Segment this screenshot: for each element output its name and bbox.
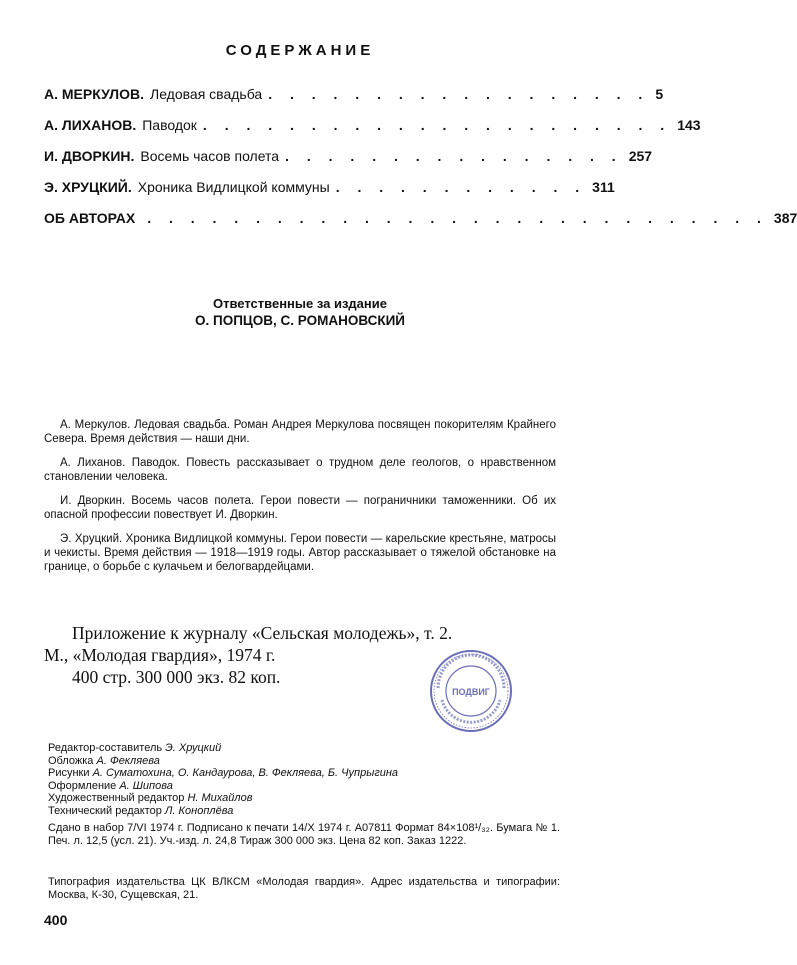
responsible-label: Ответственные за издание xyxy=(213,296,387,311)
printing-house: Типография издательства ЦК ВЛКСМ «Молодая гвардия». Адрес издательства и типографии: Москва, К-30, Сущевская, 21. xyxy=(48,876,560,901)
credit-role: Обложка xyxy=(48,754,94,767)
publisher-line: М., «Молодая гвардия», 1974 г. xyxy=(44,645,276,665)
credit-row xyxy=(48,780,558,793)
toc-page: 143 xyxy=(677,117,701,133)
toc-title: СОДЕРЖАНИЕ xyxy=(225,42,375,59)
toc-entry xyxy=(44,86,664,117)
toc-work: Восемь часов полета xyxy=(140,148,280,164)
credit-row xyxy=(48,742,558,755)
annotation-paragraph: Э. Хруцкий. Хроника Видлицкой коммуны. Герои повести — карельские крестьяне, матросы и чекисты. Время действия — 1918—1919 годы. Автор рассказывает о тяжелой обстановке на границе, о борьбе с кулачьем и белогвардейцами. xyxy=(44,533,556,573)
library-stamp-icon xyxy=(428,648,514,734)
toc-leader: . . . . . . . . . . . . . . . . . . . . . . xyxy=(202,117,672,133)
toc-author: А. ЛИХАНОВ. xyxy=(44,117,137,133)
appendix-line: Приложение к журналу «Сельская молодежь», т. 2. xyxy=(72,623,453,643)
toc-entry xyxy=(44,148,653,179)
toc-work: Паводок xyxy=(142,117,197,133)
credit-row xyxy=(48,792,558,805)
toc-entry xyxy=(44,117,701,148)
stamp-center-text: ПОДВИГ xyxy=(452,687,490,697)
toc-author: Э. ХРУЦКИЙ. xyxy=(44,179,132,195)
page-number: 400 xyxy=(44,912,68,928)
toc-entry xyxy=(44,210,797,241)
toc-work: Хроника Видлицкой коммуны xyxy=(137,179,330,195)
toc-page: 311 xyxy=(592,179,615,195)
credit-role: Художественный редактор xyxy=(48,792,185,804)
toc-page: 387 xyxy=(773,210,797,226)
imprint-details: Сдано в набор 7/VI 1974 г. Подписано к печати 14/X 1974 г. А07811 Формат 84×108¹/₃₂. Бумага № 1. Печ. л. 12,5 (усл. 21). Уч.-изд. л. 24,8 Тираж 300 000 экз. Цена 82 коп. Заказ 1222. xyxy=(48,822,560,847)
toc-author: И. ДВОРКИН. xyxy=(44,148,135,164)
credit-value: Л. Коноплёва xyxy=(164,804,234,817)
credit-role: Оформление xyxy=(48,779,117,792)
credit-row xyxy=(48,767,558,780)
credit-value: Н. Михайлов xyxy=(187,792,253,804)
credit-value: Э. Хруцкий xyxy=(165,742,222,754)
credit-row xyxy=(48,755,558,768)
toc-leader: . . . . . . . . . . . . . . . . . . xyxy=(268,86,650,102)
toc-page: 257 xyxy=(628,148,653,164)
toc-author: А. МЕРКУЛОВ. xyxy=(44,86,145,102)
credit-role: Рисунки xyxy=(48,767,90,779)
credit-value: А. Суматохина, О. Кандаурова, В. Фекляева, Б. Чупрыгина xyxy=(92,767,399,779)
credit-role: Технический редактор xyxy=(48,804,162,817)
responsible-names: О. ПОПЦОВ, С. РОМАНОВСКИЙ xyxy=(195,313,405,328)
credit-value: А. Фекляева xyxy=(96,754,160,767)
credit-row xyxy=(48,805,558,818)
toc-author: ОБ АВТОРАХ xyxy=(44,210,136,226)
toc-work: Ледовая свадьба xyxy=(150,86,263,102)
responsible-editors xyxy=(0,296,600,328)
toc-leader: . . . . . . . . . . . . . . . . xyxy=(285,148,623,164)
annotation-paragraph: И. Дворкин. Восемь часов полета. Герои повести — пограничники таможенники. Об их опасной профессии повествует И. Дворкин. xyxy=(44,495,556,521)
toc-entry xyxy=(44,179,615,210)
credit-role: Редактор-составитель xyxy=(48,742,163,754)
toc-page: 5 xyxy=(655,86,664,102)
credits xyxy=(48,742,558,817)
toc-leader: . . . . . . . . . . . . xyxy=(335,179,587,195)
table-of-contents xyxy=(44,86,797,241)
toc-leader: . . . . . . . . . . . . . . . . . . . . . . . . . . . . . xyxy=(147,210,768,226)
pages-print-run-price: 400 стр. 300 000 экз. 82 коп. xyxy=(72,667,281,687)
credit-value: А. Шипова xyxy=(119,779,173,792)
annotations xyxy=(44,418,556,584)
annotation-paragraph: А. Меркулов. Ледовая свадьба. Роман Андрея Меркулова посвящен покорителям Крайнего Севера. Время действия — наши дни. xyxy=(44,419,556,445)
annotation-paragraph: А. Лиханов. Паводок. Повесть рассказывает о трудном деле геологов, о нравственном становлении человека. xyxy=(44,457,556,483)
